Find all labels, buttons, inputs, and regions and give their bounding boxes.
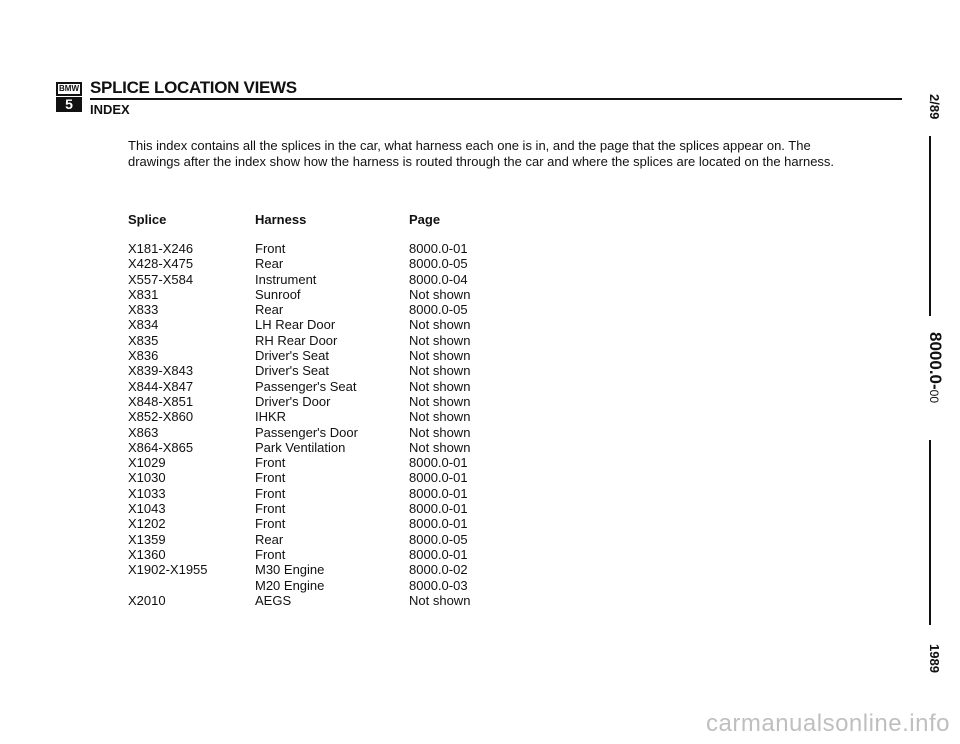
harness-cell: Front: [255, 501, 286, 517]
page-cell: Not shown: [409, 409, 471, 425]
page-cell: 8000.0-05: [409, 302, 468, 318]
harness-cell: Front: [255, 546, 286, 562]
splice-cell: X1029: [128, 455, 166, 471]
splice-cell: X1359: [128, 531, 166, 547]
harness-cell: Passenger's Door: [255, 424, 358, 440]
watermark: carmanualsonline.info: [706, 710, 950, 737]
harness-cell: Rear: [255, 302, 284, 318]
page-cell: Not shown: [409, 424, 471, 440]
splice-cell: X1043: [128, 501, 166, 517]
harness-cell: IHKR: [255, 409, 287, 425]
header-harness: Harness: [255, 212, 307, 227]
page-cell: 8000.0-01: [409, 546, 468, 562]
splice-cell: X2010: [128, 592, 166, 608]
harness-cell: AEGS: [255, 592, 292, 608]
splice-cell: X1030: [128, 470, 166, 486]
harness-cell: Front: [255, 241, 286, 256]
harness-cell: Front: [255, 516, 286, 532]
harness-cell: M20 Engine: [255, 577, 325, 593]
splice-cell: X428-X475: [128, 256, 194, 272]
page-cell: Not shown: [409, 348, 471, 364]
margin-line-1: [929, 136, 931, 316]
header-rule: [90, 98, 902, 100]
page-cell: 8000.0-01: [409, 241, 468, 256]
page-subtitle: INDEX: [90, 102, 130, 117]
splice-cell: X835: [128, 332, 159, 348]
splice-cell: X852-X860: [128, 409, 194, 425]
page-cell: 8000.0-05: [409, 256, 468, 272]
harness-cell: Rear: [255, 531, 284, 547]
page-cell: Not shown: [409, 286, 471, 302]
harness-cell: Driver's Door: [255, 393, 331, 409]
margin-page-suffix: 00: [927, 389, 941, 404]
harness-cell: Sunroof: [255, 286, 301, 302]
harness-cell: Park Ventilation: [255, 439, 346, 455]
harness-cell: M30 Engine: [255, 562, 325, 578]
page-cell: 8000.0-02: [409, 562, 468, 578]
harness-cell: RH Rear Door: [255, 332, 338, 348]
splice-cell: X833: [128, 302, 159, 318]
header-splice: Splice: [128, 212, 167, 227]
page-title: SPLICE LOCATION VIEWS: [90, 78, 297, 97]
bmw-5-logo: [56, 82, 82, 112]
margin-page-main: 8000.0-: [926, 332, 945, 390]
splice-cell: X834: [128, 317, 159, 333]
page-cell: Not shown: [409, 592, 471, 608]
page-cell: 8000.0-05: [409, 531, 468, 547]
harness-cell: Driver's Seat: [255, 348, 330, 364]
page-cell: Not shown: [409, 439, 471, 455]
logo-top: BMW: [56, 82, 82, 96]
splice-cell: X557-X584: [128, 271, 194, 287]
margin-page-number: [925, 332, 945, 403]
header-page: Page: [409, 212, 441, 227]
splice-cell: X863: [128, 424, 159, 440]
harness-cell: Rear: [255, 256, 284, 272]
splice-cell: X844-X847: [128, 378, 194, 394]
page-cell: 8000.0-01: [409, 485, 468, 501]
splice-cell: X864-X865: [128, 439, 194, 455]
margin-line-2: [929, 440, 931, 625]
splice-cell: X1360: [128, 546, 166, 562]
harness-cell: Driver's Seat: [255, 363, 330, 379]
splice-cell: X1202: [128, 516, 166, 532]
page-cell: 8000.0-01: [409, 455, 468, 471]
page-cell: 8000.0-04: [409, 271, 468, 287]
page-cell: 8000.0-01: [409, 470, 468, 486]
harness-cell: Front: [255, 470, 286, 486]
page-cell: Not shown: [409, 393, 471, 409]
margin-date: 2/89: [927, 94, 942, 120]
page-cell: 8000.0-03: [409, 577, 468, 593]
harness-cell: Front: [255, 485, 286, 501]
page-cell: Not shown: [409, 317, 471, 333]
intro-paragraph: This index contains all the splices in the car, what harness each one is in, and the page that the splices appear on. The drawings after the index show how the harness is routed through the car and where the splices are located on the harness.: [128, 138, 835, 169]
splice-cell: X1902-X1955: [128, 562, 208, 578]
page-cell: 8000.0-01: [409, 501, 468, 517]
harness-cell: Front: [255, 455, 286, 471]
splice-cell: X831: [128, 286, 159, 302]
splice-cell: X1033: [128, 485, 166, 501]
harness-cell: Passenger's Seat: [255, 378, 357, 394]
page-cell: Not shown: [409, 332, 471, 348]
splice-cell: X836: [128, 348, 159, 364]
harness-cell: LH Rear Door: [255, 317, 336, 333]
page-cell: 8000.0-01: [409, 516, 468, 532]
splice-cell: X839-X843: [128, 363, 194, 379]
splice-cell: X181-X246: [128, 241, 194, 256]
margin-year: 1989: [927, 644, 942, 673]
splice-cell: X848-X851: [128, 393, 194, 409]
page-cell: Not shown: [409, 378, 471, 394]
harness-cell: Instrument: [255, 271, 317, 287]
page-cell: Not shown: [409, 363, 471, 379]
logo-bottom: 5: [56, 97, 82, 112]
